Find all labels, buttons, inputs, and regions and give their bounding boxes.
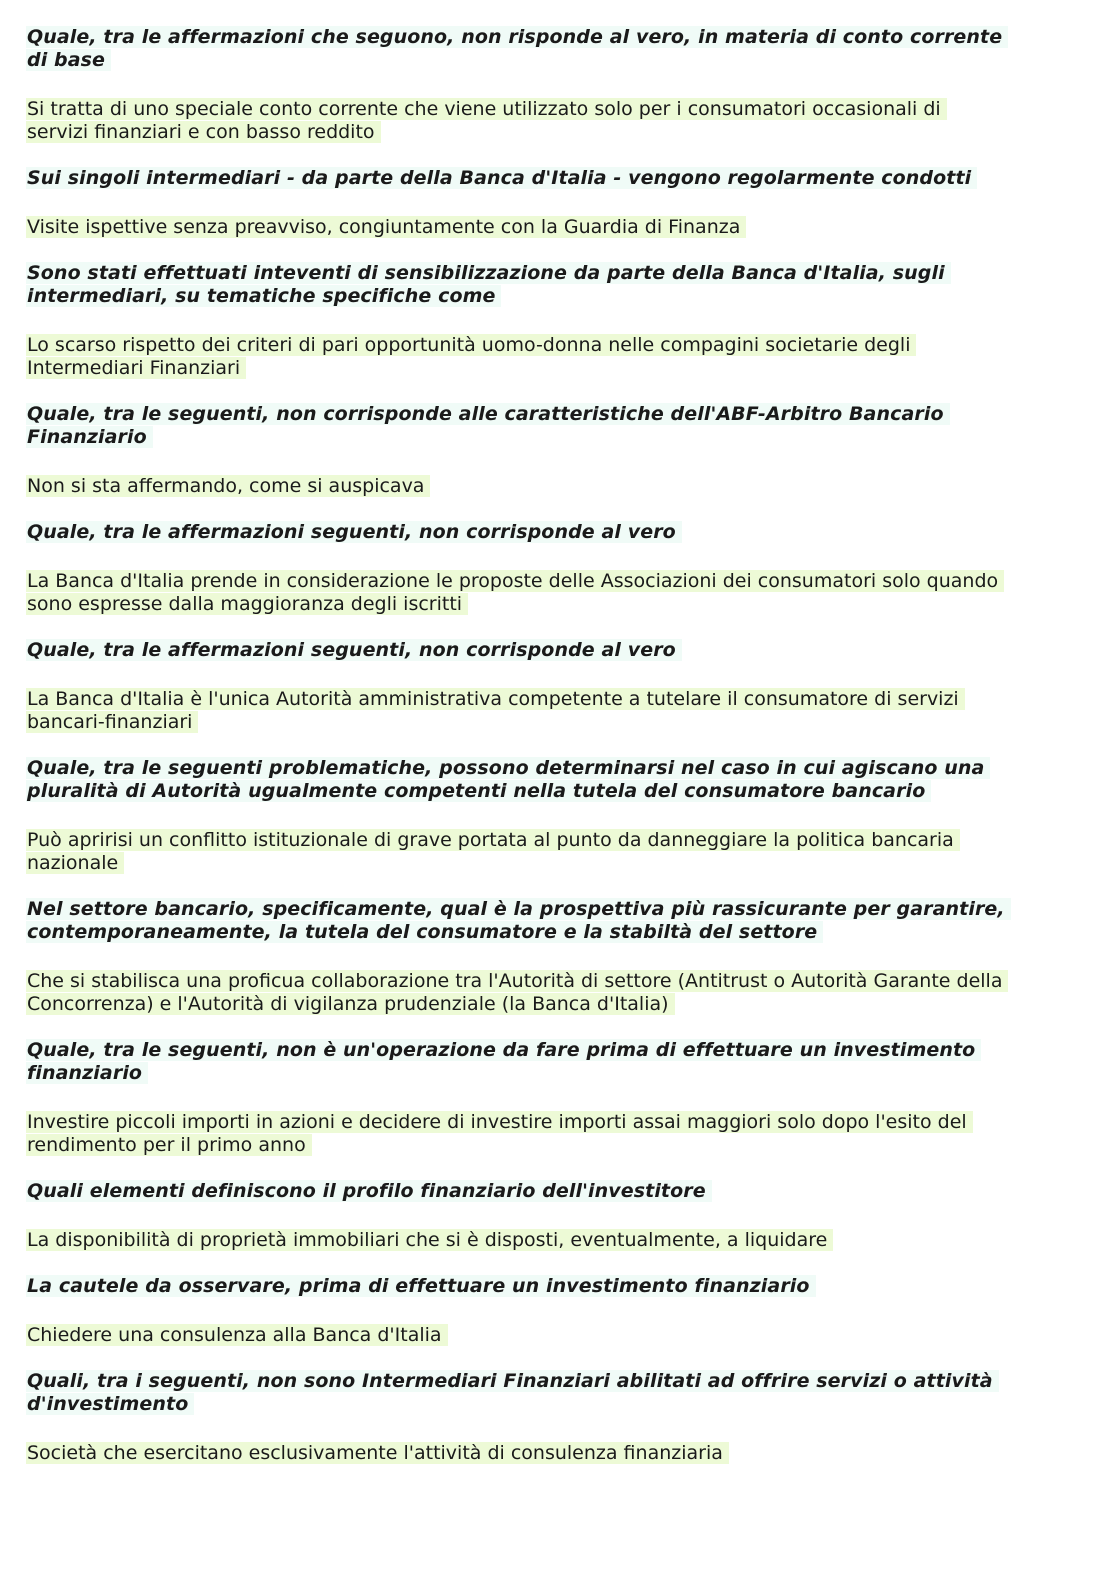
answer-text: La Banca d'Italia prende in considerazione le proposte delle Associazioni dei consumatori solo quando sono espresse dalla maggioranza degli iscritti bbox=[26, 570, 1006, 616]
answer-text: Si tratta di uno speciale conto corrente che viene utilizzato solo per i consumatori occasionali di servizi finanziari e con basso reddito bbox=[26, 98, 1006, 144]
answer-text: Che si stabilisca una proficua collaborazione tra l'Autorità di settore (Antitrust o Autorità Garante della Concorrenza) e l'Autorità di vigilanza prudenziale (la Banca d'Italia) bbox=[26, 970, 1006, 1016]
question-text: Quale, tra le affermazioni che seguono, non risponde al vero, in materia di conto corrente di base bbox=[26, 26, 1006, 72]
qa-item bbox=[26, 639, 1006, 734]
qa-item bbox=[26, 1370, 1006, 1465]
qa-item bbox=[26, 1180, 1006, 1252]
qa-item bbox=[26, 898, 1006, 1016]
question-text: La cautele da osservare, prima di effettuare un investimento finanziario bbox=[26, 1275, 1006, 1298]
answer-text: La disponibilità di proprietà immobiliari che si è disposti, eventualmente, a liquidare bbox=[26, 1229, 1006, 1252]
question-text: Quale, tra le seguenti, non è un'operazione da fare prima di effettuare un investimento finanziario bbox=[26, 1039, 1006, 1085]
qa-item bbox=[26, 403, 1006, 498]
qa-item bbox=[26, 167, 1006, 239]
question-text: Sui singoli intermediari - da parte della Banca d'Italia - vengono regolarmente condotti bbox=[26, 167, 1006, 190]
answer-text: Chiedere una consulenza alla Banca d'Italia bbox=[26, 1324, 1006, 1347]
question-text: Quale, tra le affermazioni seguenti, non corrisponde al vero bbox=[26, 639, 1006, 662]
question-text: Sono stati effettuati inteventi di sensibilizzazione da parte della Banca d'Italia, sugli intermediari, su tematiche specifiche come bbox=[26, 262, 1006, 308]
question-text: Quale, tra le seguenti problematiche, possono determinarsi nel caso in cui agiscano una pluralità di Autorità ugualmente competenti nella tutela del consumatore bancario bbox=[26, 757, 1006, 803]
answer-text: Visite ispettive senza preavviso, congiuntamente con la Guardia di Finanza bbox=[26, 216, 1006, 239]
qa-item bbox=[26, 1039, 1006, 1157]
qa-item bbox=[26, 757, 1006, 875]
question-text: Quali, tra i seguenti, non sono Intermediari Finanziari abilitati ad offrire servizi o attività d'investimento bbox=[26, 1370, 1006, 1416]
answer-text: Lo scarso rispetto dei criteri di pari opportunità uomo-donna nelle compagini societarie degli Intermediari Finanziari bbox=[26, 334, 1006, 380]
document-page bbox=[26, 26, 1006, 1488]
qa-item bbox=[26, 262, 1006, 380]
question-text: Nel settore bancario, specificamente, qual è la prospettiva più rassicurante per garantire, contemporaneamente, la tutela del consumatore e la stabiltà del settore bbox=[26, 898, 1006, 944]
answer-text: La Banca d'Italia è l'unica Autorità amministrativa competente a tutelare il consumatore di servizi bancari-finanziari bbox=[26, 688, 1006, 734]
question-text: Quali elementi definiscono il profilo finanziario dell'investitore bbox=[26, 1180, 1006, 1203]
answer-text: Investire piccoli importi in azioni e decidere di investire importi assai maggiori solo dopo l'esito del rendimento per il primo anno bbox=[26, 1111, 1006, 1157]
question-text: Quale, tra le seguenti, non corrisponde alle caratteristiche dell'ABF-Arbitro Bancario Finanziario bbox=[26, 403, 1006, 449]
qa-item bbox=[26, 521, 1006, 616]
answer-text: Non si sta affermando, come si auspicava bbox=[26, 475, 1006, 498]
answer-text: Società che esercitano esclusivamente l'attività di consulenza finanziaria bbox=[26, 1442, 1006, 1465]
qa-item bbox=[26, 26, 1006, 144]
question-text: Quale, tra le affermazioni seguenti, non corrisponde al vero bbox=[26, 521, 1006, 544]
qa-item bbox=[26, 1275, 1006, 1347]
answer-text: Può apririsi un conflitto istituzionale di grave portata al punto da danneggiare la politica bancaria nazionale bbox=[26, 829, 1006, 875]
